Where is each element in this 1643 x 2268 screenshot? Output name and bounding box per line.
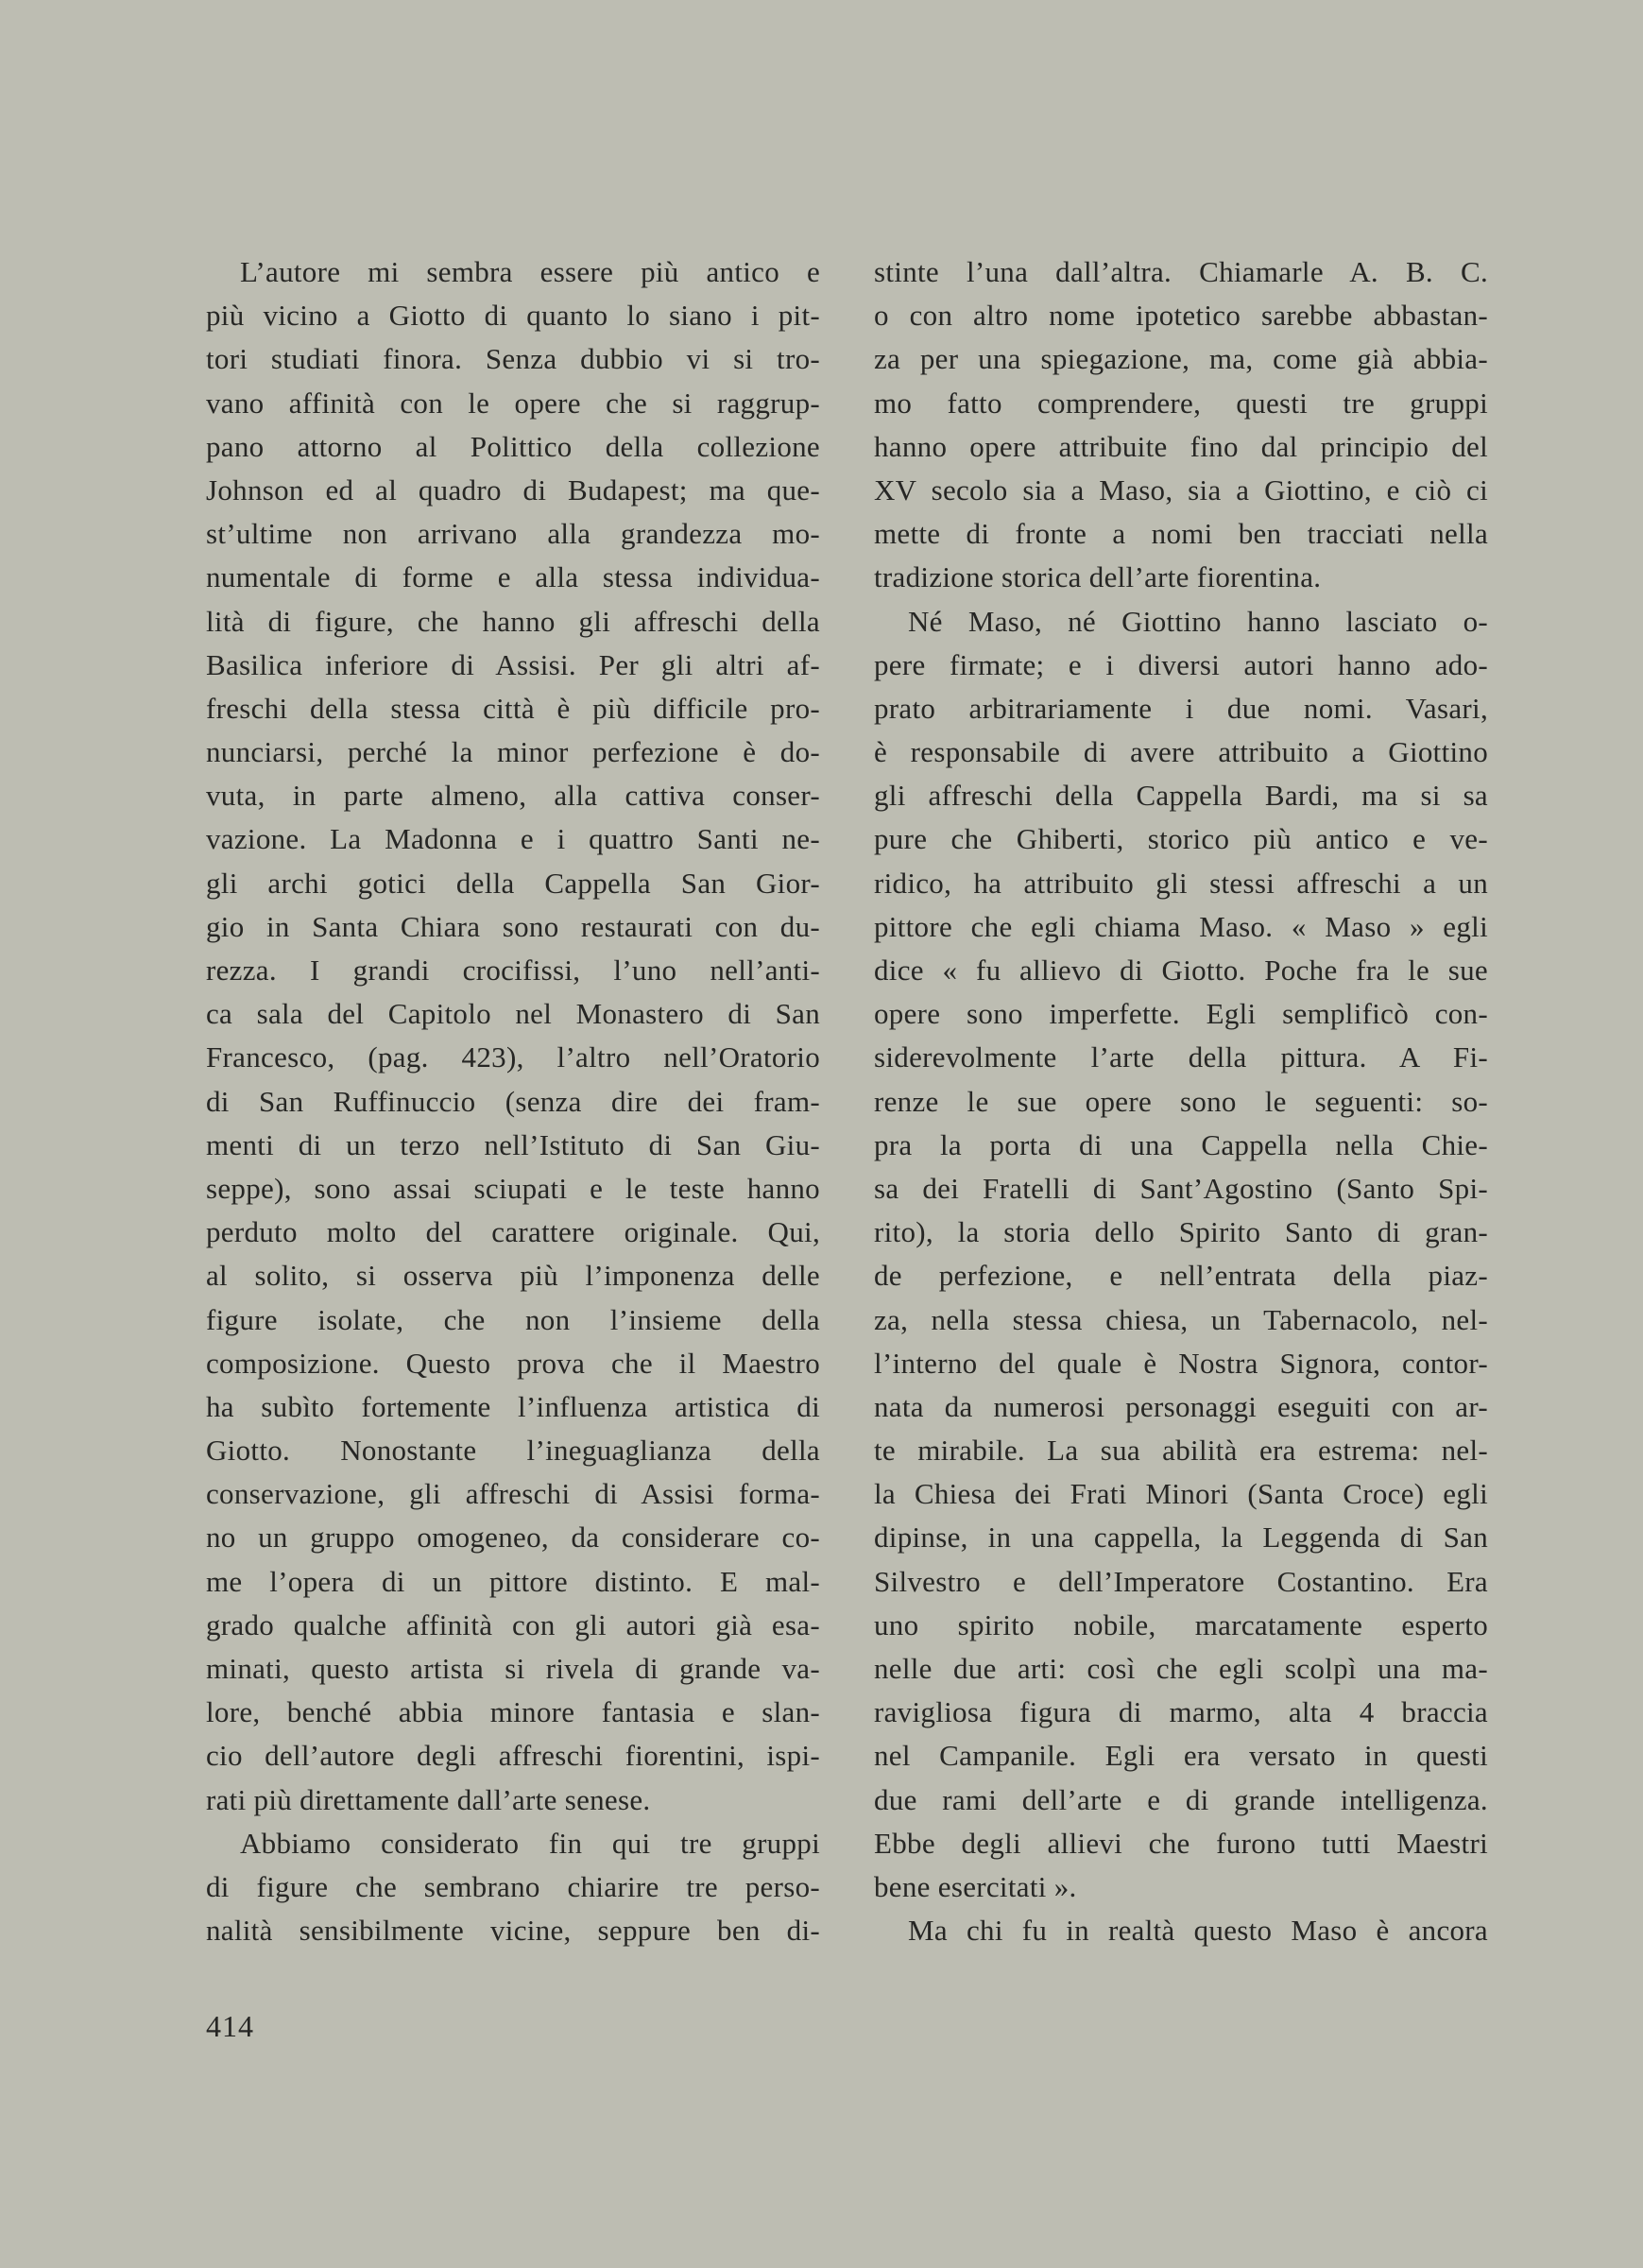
text-line: za per una spiegazione, ma, come già abbia-	[874, 342, 1488, 376]
text-line: conservazione, gli affreschi di Assisi forma-	[206, 1477, 820, 1511]
text-line: rito), la storia dello Spirito Santo di gran-	[874, 1215, 1488, 1249]
text-line: o con altro nome ipotetico sarebbe abbastan-	[874, 299, 1488, 333]
text-line: pere firmate; e i diversi autori hanno ado-	[874, 647, 1488, 681]
text-line: grado qualche affinità con gli autori già esa-	[206, 1607, 820, 1641]
page-number: 414	[206, 2009, 254, 2043]
text-line: Francesco, (pag. 423), l’altro nell’Oratorio	[206, 1040, 820, 1074]
text-line: rezza. I grandi crocifissi, l’uno nell’anti-	[206, 954, 820, 987]
text-line: l’interno del quale è Nostra Signora, contor-	[874, 1346, 1488, 1380]
text-line: tori studiati finora. Senza dubbio vi si tro-	[206, 342, 820, 376]
text-line: mette di fronte a nomi ben tracciati nella	[874, 517, 1488, 551]
text-line: pittore che egli chiama Maso. « Maso » egli	[874, 909, 1488, 943]
text-line: lore, benché abbia minore fantasia e slan-	[206, 1695, 820, 1729]
text-line: più vicino a Giotto di quanto lo siano i pit-	[206, 299, 820, 333]
text-line: gli archi gotici della Cappella San Gior-	[206, 866, 820, 900]
text-line: hanno opere attribuite fino dal principio del	[874, 429, 1488, 463]
text-line: nata da numerosi personaggi eseguiti con ar-	[874, 1389, 1488, 1423]
text-line: opere sono imperfette. Egli semplificò con-	[874, 997, 1488, 1031]
text-line: Johnson ed al quadro di Budapest; ma que-	[206, 472, 820, 507]
left-text-column	[206, 250, 820, 1952]
text-line: è responsabile di avere attribuito a Giottino	[874, 735, 1488, 769]
text-line: Ma chi fu in realtà questo Maso è ancora	[908, 1914, 1488, 1948]
text-line: figure isolate, che non l’insieme della	[206, 1302, 820, 1336]
text-line: perduto molto del carattere originale. Qui,	[206, 1215, 820, 1249]
text-line: seppe), sono assai sciupati e le teste hanno	[206, 1171, 820, 1205]
text-line: pano attorno al Polittico della collezione	[206, 429, 820, 463]
text-line: menti di un terzo nell’Istituto di San Giu-	[206, 1127, 820, 1161]
text-line: bene esercitati ».	[874, 1869, 1077, 1903]
text-line: nel Campanile. Egli era versato in questi	[874, 1739, 1488, 1773]
text-line: te mirabile. La sua abilità era estrema: nel-	[874, 1434, 1488, 1468]
text-line: ravigliosa figura di marmo, alta 4 braccia	[874, 1695, 1488, 1729]
text-line: st’ultime non arrivano alla grandezza mo-	[206, 517, 820, 551]
text-line: freschi della stessa città è più difficile pro-	[206, 691, 820, 725]
text-line: nalità sensibilmente vicine, seppure ben di-	[206, 1914, 820, 1948]
text-line: gio in Santa Chiara sono restaurati con du-	[206, 909, 820, 943]
text-line: dice « fu allievo di Giotto. Poche fra le sue	[874, 954, 1488, 987]
text-line: za, nella stessa chiesa, un Tabernacolo, nel-	[874, 1302, 1488, 1336]
text-line: gli affreschi della Cappella Bardi, ma si sa	[874, 779, 1488, 813]
text-line: vano affinità con le opere che si raggrup-	[206, 386, 820, 420]
text-line: composizione. Questo prova che il Maestro	[206, 1346, 820, 1380]
text-line: numentale di forme e alla stessa individua-	[206, 560, 820, 594]
text-line: di San Ruffinuccio (senza dire dei fram-	[206, 1084, 820, 1118]
text-line: mo fatto comprendere, questi tre gruppi	[874, 386, 1488, 420]
text-line: di figure che sembrano chiarire tre perso-	[206, 1869, 820, 1903]
text-line: Ebbe degli allievi che furono tutti Maestri	[874, 1826, 1488, 1860]
text-line: no un gruppo omogeneo, da considerare co-	[206, 1521, 820, 1555]
text-line: me l’opera di un pittore distinto. E mal-	[206, 1564, 820, 1598]
text-line: XV secolo sia a Maso, sia a Giottino, e ciò ci	[874, 472, 1488, 507]
text-line: ca sala del Capitolo nel Monastero di San	[206, 997, 820, 1031]
text-line: uno spirito nobile, marcatamente esperto	[874, 1607, 1488, 1641]
text-line: tradizione storica dell’arte fiorentina.	[874, 560, 1322, 594]
text-line: Né Maso, né Giottino hanno lasciato o-	[908, 604, 1488, 638]
text-line: renze le sue opere sono le seguenti: so-	[874, 1084, 1488, 1118]
text-line: due rami dell’arte e di grande intelligenza.	[874, 1782, 1488, 1816]
right-text-column	[874, 250, 1488, 1952]
text-line: L’autore mi sembra essere più antico e	[240, 255, 820, 288]
text-line: pra la porta di una Cappella nella Chie-	[874, 1127, 1488, 1161]
text-line: de perfezione, e nell’entrata della piaz-	[874, 1259, 1488, 1293]
text-line: Basilica inferiore di Assisi. Per gli altri af-	[206, 647, 820, 681]
text-line: vuta, in parte almeno, alla cattiva conser-	[206, 779, 820, 813]
text-line: la Chiesa dei Frati Minori (Santa Croce) egli	[874, 1477, 1488, 1511]
text-line: dipinse, in una cappella, la Leggenda di San	[874, 1521, 1488, 1555]
text-line: prato arbitrariamente i due nomi. Vasari,	[874, 691, 1488, 725]
text-line: lità di figure, che hanno gli affreschi della	[206, 604, 820, 638]
text-line: rati più direttamente dall’arte senese.	[206, 1782, 651, 1816]
text-line: sa dei Fratelli di Sant’Agostino (Santo Spi-	[874, 1171, 1488, 1205]
text-line: Abbiamo considerato fin qui tre gruppi	[240, 1826, 820, 1860]
text-line: minati, questo artista si rivela di grande va-	[206, 1652, 820, 1685]
text-line: Silvestro e dell’Imperatore Costantino. Era	[874, 1564, 1488, 1598]
text-line: stinte l’una dall’altra. Chiamarle A. B. C.	[874, 255, 1488, 288]
text-line: siderevolmente l’arte della pittura. A Fi-	[874, 1040, 1488, 1074]
text-line: ha subìto fortemente l’influenza artistica di	[206, 1389, 820, 1423]
text-line: al solito, si osserva più l’imponenza delle	[206, 1259, 820, 1293]
text-line: ridico, ha attribuito gli stessi affreschi a un	[874, 866, 1488, 900]
text-line: cio dell’autore degli affreschi fiorentini, ispi-	[206, 1739, 820, 1773]
text-line: Giotto. Nonostante l’ineguaglianza della	[206, 1434, 820, 1468]
text-line: vazione. La Madonna e i quattro Santi ne-	[206, 822, 820, 856]
text-line: nunciarsi, perché la minor perfezione è do-	[206, 735, 820, 769]
text-line: pure che Ghiberti, storico più antico e ve-	[874, 822, 1488, 856]
text-line: nelle due arti: così che egli scolpì una ma-	[874, 1652, 1488, 1685]
